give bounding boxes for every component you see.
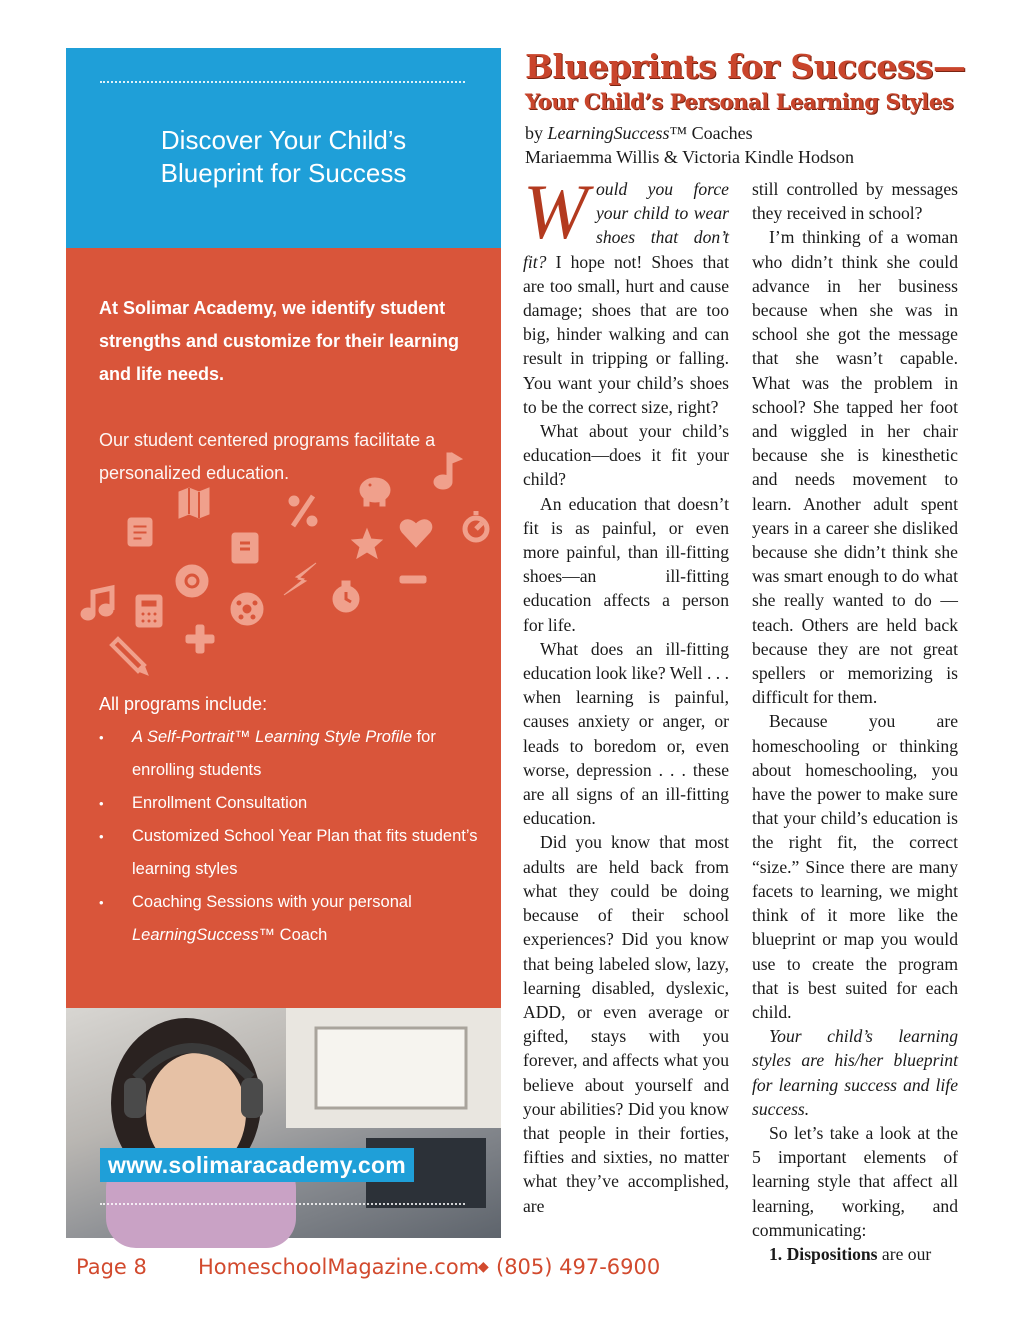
byline-authors: Mariaemma Willis & Victoria Kindle Hodson xyxy=(525,147,854,167)
paragraph-bold: 1. Dispositions xyxy=(769,1243,878,1264)
paragraph: An education that doesn’t fit is as painful, or even more painful, than ill-fitting shoes—an ill-fitting education affects a person for life. xyxy=(523,493,729,635)
footer-phone: (805) 497-6900 xyxy=(496,1255,661,1279)
footer-site-part2: Magazine.com xyxy=(327,1255,480,1279)
ad-heading xyxy=(66,124,501,190)
footer-website[interactable] xyxy=(198,1250,479,1284)
plus-icon xyxy=(186,625,214,653)
ad-sub-text: Our student centered programs facilitate a personalized education. xyxy=(99,430,436,483)
footer-site-part1: Homeschool xyxy=(198,1255,328,1279)
list-item xyxy=(99,721,479,787)
music-icon xyxy=(81,588,113,620)
page-footer xyxy=(76,1250,976,1284)
calculator-icon xyxy=(136,595,162,627)
list-item xyxy=(99,787,479,820)
icon-cloud xyxy=(66,473,501,688)
paragraph: still controlled by messages they received in school? xyxy=(752,179,958,224)
byline-by: by xyxy=(525,123,548,143)
star-icon xyxy=(352,529,382,558)
ad-body-panel xyxy=(66,248,501,1008)
percent-icon xyxy=(289,496,317,526)
paragraph: What does an ill-fitting education look like? Well . . . when learning is painful, causes anxiety or anger, or leads to boredom or, even worse, depression . . . these are all signs of an ill-fitting education. xyxy=(523,638,729,829)
article-column-2 xyxy=(752,177,958,1264)
dotted-divider xyxy=(100,1203,465,1205)
piggy-bank-icon xyxy=(360,478,390,506)
paragraph: I’m thinking of a woman who didn’t think she could advance in her business because when she was in school she got the message that she wasn’t capable. What was the problem in school? She tapped her foot and wiggled in her chair because she is kinesthetic and needs movement to learn. Another adult spent years in a career she disliked because she didn’t think she was smart enough to do what she really wanted to do — teach. Others are held back because they are not great spellers or memorizing is difficult for them. xyxy=(752,227,958,708)
clock-icon xyxy=(333,581,359,612)
list-item-text: for enrolling students xyxy=(132,728,436,779)
ad-includes-label: All programs include: xyxy=(99,694,268,714)
paragraph: What about your child’s education—does it fit your child? xyxy=(523,421,729,490)
list-item-text: Coaching Sessions with your personal xyxy=(132,893,412,911)
ad-lead-text: At Solimar Academy, we identify student strengths and customize for their learning and life needs. xyxy=(99,298,460,384)
map-icon xyxy=(179,488,209,518)
heart-icon xyxy=(400,520,432,547)
list-item-tail: Coach xyxy=(275,926,328,944)
paragraph: Did you know that most adults are held back from what they could be doing because of their school experiences? Did you know that being labeled slow, lazy, learning disabled, dyslexic, ADD, or even average or gifted, stays with you forever, and affects what you believe about yourself and your abilities? Did you know that people in their forties, fifties and sixties, no matter what they’ve accomplished, are xyxy=(523,832,729,1216)
ad-program-list xyxy=(99,721,479,952)
paragraph-italic: Your child’s learning styles are his/her blueprint for learning success and life success. xyxy=(752,1026,958,1119)
disc-icon xyxy=(176,565,208,597)
list-item-italic: LearningSuccess™ xyxy=(132,926,276,944)
byline-brand: LearningSuccess xyxy=(547,123,670,143)
minus-icon xyxy=(400,576,426,583)
article-column-1 xyxy=(523,168,729,1247)
paragraph: So let’s take a look at the 5 important elements of learning style that affect all learning, working, and communicating: xyxy=(752,1122,958,1240)
dotted-divider xyxy=(100,81,465,83)
paragraph-italic: ould you force your child to wear shoes that don’t fit? xyxy=(523,179,729,272)
byline-tm: ™ Coaches xyxy=(669,123,753,143)
ad-heading-line2: Blueprint for Success xyxy=(160,158,407,188)
list-item-italic: A Self-Portrait™ Learning Style Profile xyxy=(132,728,413,746)
list-item-text: Enrollment Consultation xyxy=(132,794,308,812)
ad-header-panel xyxy=(66,48,501,248)
paragraph-text: I hope not! Shoes that are too small, hurt and cause damage; shoes that are too big, hinder walking and can result in tripping or falling. You want your child’s shoes to be the correct size, right? xyxy=(523,251,729,417)
article-byline xyxy=(525,121,1005,169)
soccer-ball-icon xyxy=(231,593,263,625)
list-item xyxy=(99,886,479,952)
paragraph xyxy=(523,168,729,419)
pencil-icon xyxy=(112,639,148,675)
paragraph: Because you are homeschooling or thinking about homeschooling, you have the power to make sure that your child’s education is the right fit, the correct “size.” Since there are many facets to learning, we might think of it more like the blueprint or map you would use to create the program that is best suited for each child. xyxy=(752,711,958,1022)
article-subtitle: Your Child’s Personal Learning Styles xyxy=(525,89,954,114)
list-item-text: Customized School Year Plan that fits student’s learning styles xyxy=(132,827,478,878)
book-icon xyxy=(232,533,258,563)
article-title: Blueprints for Success— xyxy=(525,47,966,86)
paragraph-text: are our xyxy=(877,1243,932,1264)
stopwatch-icon xyxy=(465,511,487,540)
ad-photo-girl-headphones xyxy=(66,1008,501,1238)
page-number: Page 8 xyxy=(76,1255,147,1279)
ad-website-url[interactable]: www.solimaracademy.com xyxy=(100,1148,414,1182)
notepad-icon xyxy=(128,518,152,546)
drop-cap: W xyxy=(523,168,588,255)
list-item xyxy=(99,820,479,886)
diamond-icon: ◆ xyxy=(478,1259,489,1275)
ad-heading-line1: Discover Your Child’s xyxy=(160,125,407,155)
lightning-icon xyxy=(284,563,316,595)
